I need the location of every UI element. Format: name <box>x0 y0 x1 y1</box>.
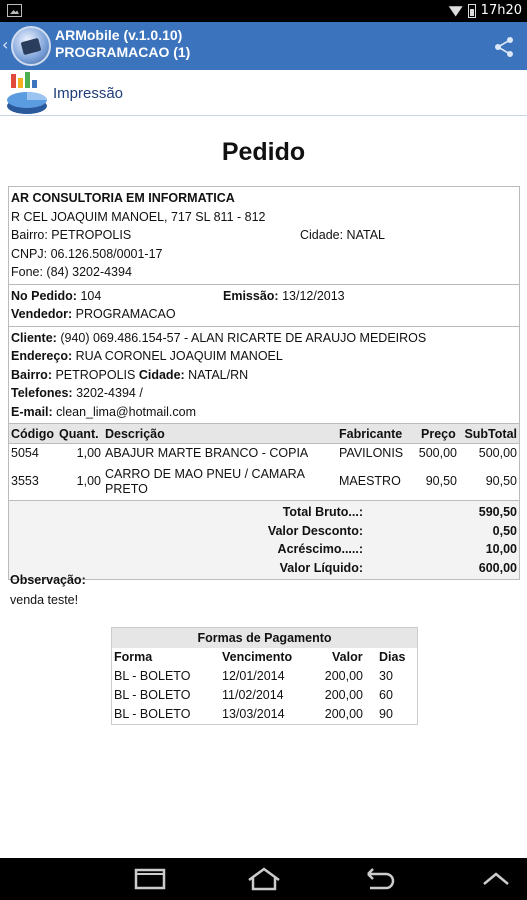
company-cnpj: CNPJ: 06.126.508/0001-17 <box>11 246 163 261</box>
col-codigo: Código <box>11 427 55 441</box>
app-logo-icon[interactable] <box>11 26 51 66</box>
payment-vencimento: 11/02/2014 <box>222 688 284 702</box>
home-icon[interactable] <box>246 866 282 892</box>
col-preco: Preço <box>421 427 456 441</box>
payment-header-row <box>112 648 417 667</box>
total-label: Total Bruto...: <box>282 505 363 519</box>
item-quantity: 1,00 <box>76 474 101 488</box>
order-number: 104 <box>80 288 102 303</box>
payment-vencimento: 12/01/2014 <box>222 669 285 683</box>
customer-label: Cliente: <box>11 330 57 345</box>
company-block <box>9 187 519 285</box>
phones-label: Telefones: <box>11 386 73 400</box>
item-description-line-2: PRETO <box>105 482 148 496</box>
address-value: RUA CORONEL JOAQUIM MANOEL <box>75 349 283 363</box>
navigation-bar <box>0 858 527 900</box>
item-price: 500,00 <box>418 446 457 460</box>
company-fone: Fone: (84) 3202-4394 <box>11 265 132 279</box>
company-cidade: Cidade: NATAL <box>300 228 385 242</box>
payment-valor: 200,00 <box>324 688 363 702</box>
col-fabricante: Fabricante <box>339 427 403 441</box>
picture-icon <box>7 4 22 17</box>
payment-forma: BL - BOLETO <box>114 669 191 683</box>
payment-dias: 30 <box>379 669 393 683</box>
payment-valor: 200,00 <box>324 707 363 721</box>
payment-table <box>111 627 418 725</box>
customer-name: (940) 069.486.154-57 - ALAN RICARTE DE ARAUJO MEDEIROS <box>60 330 427 345</box>
table-row <box>9 465 519 498</box>
seller-label: Vendedor: <box>11 307 73 321</box>
col-subtotal: SubTotal <box>464 427 517 441</box>
payment-vencimento: 13/03/2014 <box>222 707 285 721</box>
item-description: ABAJUR MARTE BRANCO - COPIA <box>105 446 309 460</box>
payment-dias: 90 <box>379 707 393 721</box>
observation-label: Observação: <box>10 573 86 587</box>
item-code: 5054 <box>11 446 39 460</box>
item-subtotal: 500,00 <box>478 446 517 460</box>
observation-text: venda teste! <box>10 593 79 607</box>
total-value: 0,50 <box>492 523 517 538</box>
customer-block <box>9 327 519 425</box>
items-table-header <box>9 424 519 444</box>
total-bruto-row <box>9 503 519 522</box>
seller-name: PROGRAMACAO <box>75 307 176 321</box>
status-bar <box>0 0 527 22</box>
payment-col-dias: Dias <box>379 650 406 664</box>
order-document <box>8 186 520 580</box>
recent-apps-icon[interactable] <box>132 866 168 892</box>
total-label: Valor Líquido: <box>279 560 363 575</box>
total-label: Acréscimo.....: <box>277 542 363 556</box>
payment-forma: BL - BOLETO <box>114 707 191 721</box>
app-title: ARMobile (v.1.0.10) <box>55 27 183 43</box>
total-label: Valor Desconto: <box>267 523 363 538</box>
company-address: R CEL JOAQUIM MANOEL, 717 SL 811 - 812 <box>11 209 266 224</box>
payment-col-valor: Valor <box>332 650 363 664</box>
emission-label: Emissão: <box>223 288 279 303</box>
chevron-up-icon[interactable] <box>478 866 514 892</box>
item-price: 90,50 <box>425 474 457 488</box>
item-code: 3553 <box>11 474 39 488</box>
order-number-row <box>11 287 517 306</box>
item-quantity: 1,00 <box>76 446 101 460</box>
observation-block <box>10 570 86 610</box>
totals-block <box>9 501 519 579</box>
phones-value: 3202-4394 / <box>76 386 143 400</box>
battery-icon <box>468 4 476 18</box>
clock: 17h20 <box>480 3 522 18</box>
city-value: NATAL/RN <box>188 367 249 382</box>
payment-col-vencimento: Vencimento <box>222 650 293 664</box>
emission-group <box>223 287 345 306</box>
app-subtitle: PROGRAMACAO (1) <box>55 44 191 60</box>
payment-forma: BL - BOLETO <box>114 688 191 702</box>
print-toolbar <box>0 70 527 116</box>
surcharge-row <box>9 540 519 559</box>
total-value: 590,50 <box>478 505 517 519</box>
order-info-block <box>9 285 519 327</box>
payment-title: Formas de Pagamento <box>112 628 417 648</box>
col-descricao: Descrição <box>105 427 165 441</box>
email-label: E-mail: <box>11 404 53 419</box>
district-row <box>11 366 517 385</box>
payment-col-forma: Forma <box>114 650 153 664</box>
table-row <box>112 667 417 686</box>
item-manufacturer: PAVILONIS <box>339 446 404 460</box>
email-row <box>11 403 517 422</box>
item-manufacturer: MAESTRO <box>339 474 401 488</box>
item-description-line-1: CARRO DE MAO PNEU / CAMARA <box>105 467 306 481</box>
email-value: clean_lima@hotmail.com <box>56 404 196 419</box>
customer-row <box>11 329 517 348</box>
print-report-icon[interactable] <box>5 72 51 116</box>
items-table-body <box>9 444 519 501</box>
address-label: Endereço: <box>11 349 73 363</box>
address-row <box>11 347 517 366</box>
order-number-label: No Pedido: <box>11 288 77 303</box>
table-row <box>9 444 519 465</box>
total-value: 10,00 <box>485 542 517 556</box>
col-quant: Quant. <box>59 427 99 441</box>
total-value: 600,00 <box>478 560 517 575</box>
table-row <box>112 705 417 724</box>
company-bairro-row <box>11 226 517 245</box>
district-label: Bairro: <box>11 367 52 382</box>
share-icon[interactable] <box>493 36 515 58</box>
app-titles <box>55 27 190 61</box>
district-value: PETROPOLIS <box>55 367 136 382</box>
document-title: Pedido <box>221 138 306 166</box>
wifi-icon <box>449 5 463 17</box>
seller-row <box>11 305 517 324</box>
company-bairro: Bairro: PETROPOLIS <box>11 228 132 242</box>
payment-valor: 200,00 <box>324 669 363 683</box>
payment-dias: 60 <box>379 688 393 702</box>
city-label: Cidade: <box>138 367 185 382</box>
up-chevron-icon[interactable]: ‹ <box>2 35 9 54</box>
emission-date: 13/12/2013 <box>282 288 345 303</box>
table-row <box>112 686 417 705</box>
print-label[interactable]: Impressão <box>53 85 124 102</box>
discount-row <box>9 522 519 541</box>
company-name: AR CONSULTORIA EM INFORMATICA <box>11 191 235 205</box>
action-bar <box>0 22 527 70</box>
back-icon[interactable] <box>360 866 396 892</box>
phones-row <box>11 384 517 403</box>
item-subtotal: 90,50 <box>485 474 517 488</box>
